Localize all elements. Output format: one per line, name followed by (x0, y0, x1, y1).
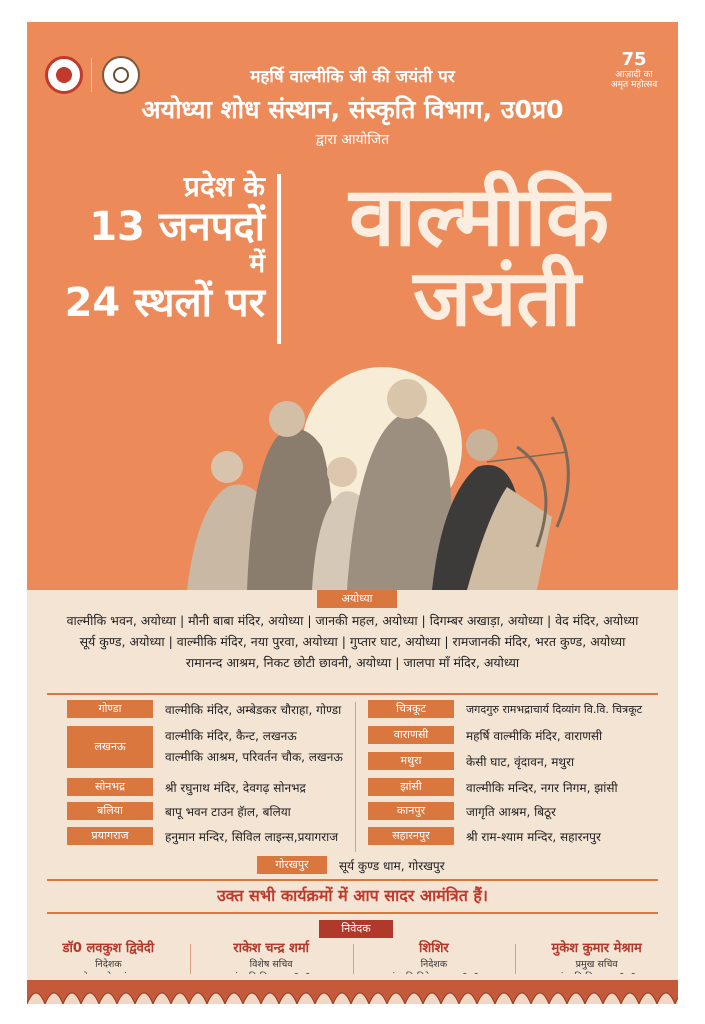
district-tag: झांसी (368, 778, 454, 796)
district-tag: गोण्डा (67, 700, 153, 718)
venue-text: श्री रघुनाथ मंदिर, देवगढ़ सोनभद्र (165, 780, 306, 795)
district-tag: वाराणसी (368, 726, 454, 744)
venue-text: वाल्मीकि मंदिर, अम्बेडकर चौराहा, गोण्डा (165, 702, 342, 717)
official-name: मुकेश कुमार मेश्राम (551, 941, 642, 956)
district-tag: चित्रकूट (368, 700, 454, 718)
official-designation: निदेशक (95, 959, 122, 970)
venue-text: वाल्मीकि मंदिर, कैन्ट, लखनऊ (165, 729, 297, 743)
invitation-text: उक्त सभी कार्यक्रमों में आप सादर आमंत्रित हैं। (217, 886, 488, 905)
official-designation: विशेष सचिव (249, 959, 293, 970)
venue-row (67, 827, 338, 845)
official-designation: प्रमुख सचिव (575, 959, 618, 970)
official-name: शिशिर (419, 941, 449, 956)
poster (27, 22, 678, 1004)
venue-text-group (165, 726, 343, 768)
venue-text: श्री राम-श्याम मन्दिर, सहारनपुर (466, 829, 601, 844)
venue-text: वाल्मीकि आश्रम, परिवर्तन चौक, लखनऊ (165, 750, 343, 764)
header-occasion: महर्षि वाल्मीकि जी की जयंती पर (250, 67, 455, 87)
ayodhya-venues-line1: वाल्मीकि भवन, अयोध्या | मौनी बाबा मंदिर, अयोध्या | जानकी महल, अयोध्या | दिगम्बर अखाड़ा, अयोध्या | वेद मंदिर, अयोध्या (66, 613, 639, 628)
venue-row (368, 752, 574, 770)
venue-row (368, 778, 618, 796)
venue-text: वाल्मीकि मन्दिर, नगर निगम, झांसी (466, 780, 618, 795)
column-divider (355, 702, 356, 852)
venue-row (67, 778, 306, 796)
header-organizer: अयोध्या शोध संस्थान, संस्कृति विभाग, उ0प्र0 (141, 95, 564, 124)
district-tag: गोरखपुर (257, 856, 327, 874)
venue-row (368, 802, 556, 820)
venue-row (368, 726, 602, 744)
venue-text: सूर्य कुण्ड धाम, गोरखपुर (339, 858, 445, 873)
venue-row (67, 726, 343, 768)
event-count-block (47, 170, 265, 328)
district-tag: सोनभद्र (67, 778, 153, 796)
main-title-line2: जयंती (413, 253, 581, 344)
venue-text: जगदगुरु रामभद्राचार्य दिव्यांग वि.वि. चित्रकूट (466, 702, 643, 716)
district-tag: प्रयागराज (67, 827, 153, 845)
official-designation: निदेशक (420, 959, 448, 970)
venue-row (67, 700, 341, 718)
event-count-line2: 13 जनपदों (89, 204, 265, 250)
ayodhya-venues (27, 610, 678, 673)
venue-text: महर्षि वाल्मीकि मंदिर, वाराणसी (466, 728, 603, 743)
venue-row (368, 700, 642, 718)
amrit-line1: आज़ादी का (615, 70, 653, 80)
poster-top-section (27, 22, 678, 590)
district-tag: लखनऊ (67, 726, 153, 768)
venue-row (368, 827, 601, 845)
official-name: डॉ0 लवकुश द्विवेदी (62, 941, 155, 956)
venue-text: केसी घाट, वृंदावन, मथुरा (466, 754, 575, 769)
district-tag: कानपुर (368, 802, 454, 820)
header-organized-by: द्वारा आयोजित (315, 132, 390, 148)
amrit-line2: अमृत महोत्सव (610, 80, 658, 90)
district-tag: मथुरा (368, 752, 454, 770)
venue-text: हनुमान मन्दिर, सिविल लाइन्स,प्रयागराज (165, 829, 339, 844)
section-divider (47, 879, 658, 881)
section-divider (47, 693, 658, 695)
venue-text: बापू भवन टाउन हॅाल, बलिया (165, 804, 291, 819)
valmiki-illustration (157, 357, 587, 590)
event-count-line3: में (249, 249, 265, 279)
official-name: राकेश चन्द्र शर्मा (233, 941, 309, 956)
ayodhya-venues-line2: सूर्य कुण्ड, अयोध्या | वाल्मीकि मंदिर, नया पुरवा, अयोध्या | गुप्तार घाट, अयोध्या | रामजानकी मंदिर, भरत कुण्ड, अयोध्या (79, 634, 626, 649)
district-tag: बलिया (67, 802, 153, 820)
venue-row (67, 802, 291, 820)
event-count-line1: प्रदेश के (183, 170, 265, 203)
district-tag-ayodhya: अयोध्या (317, 590, 397, 608)
section-divider (47, 912, 658, 914)
ayodhya-venues-line3: रामानन्द आश्रम, निकट छोटी छावनी, अयोध्या | जालपा माँ मंदिर, अयोध्या (185, 655, 520, 670)
venues-section (27, 590, 678, 1004)
venue-text: जागृति आश्रम, बिठूर (466, 804, 556, 819)
amrit-number: 75 (621, 49, 647, 70)
title-divider (277, 174, 281, 344)
main-title-line1: वाल्मीकि (349, 169, 609, 265)
nivedak-tag: निवेदक (319, 920, 393, 938)
decorative-border (27, 974, 678, 1004)
district-tag: सहारनपुर (368, 827, 454, 845)
venue-row-gorakhpur (257, 856, 445, 874)
event-count-line4: 24 स्थलों पर (64, 280, 265, 326)
